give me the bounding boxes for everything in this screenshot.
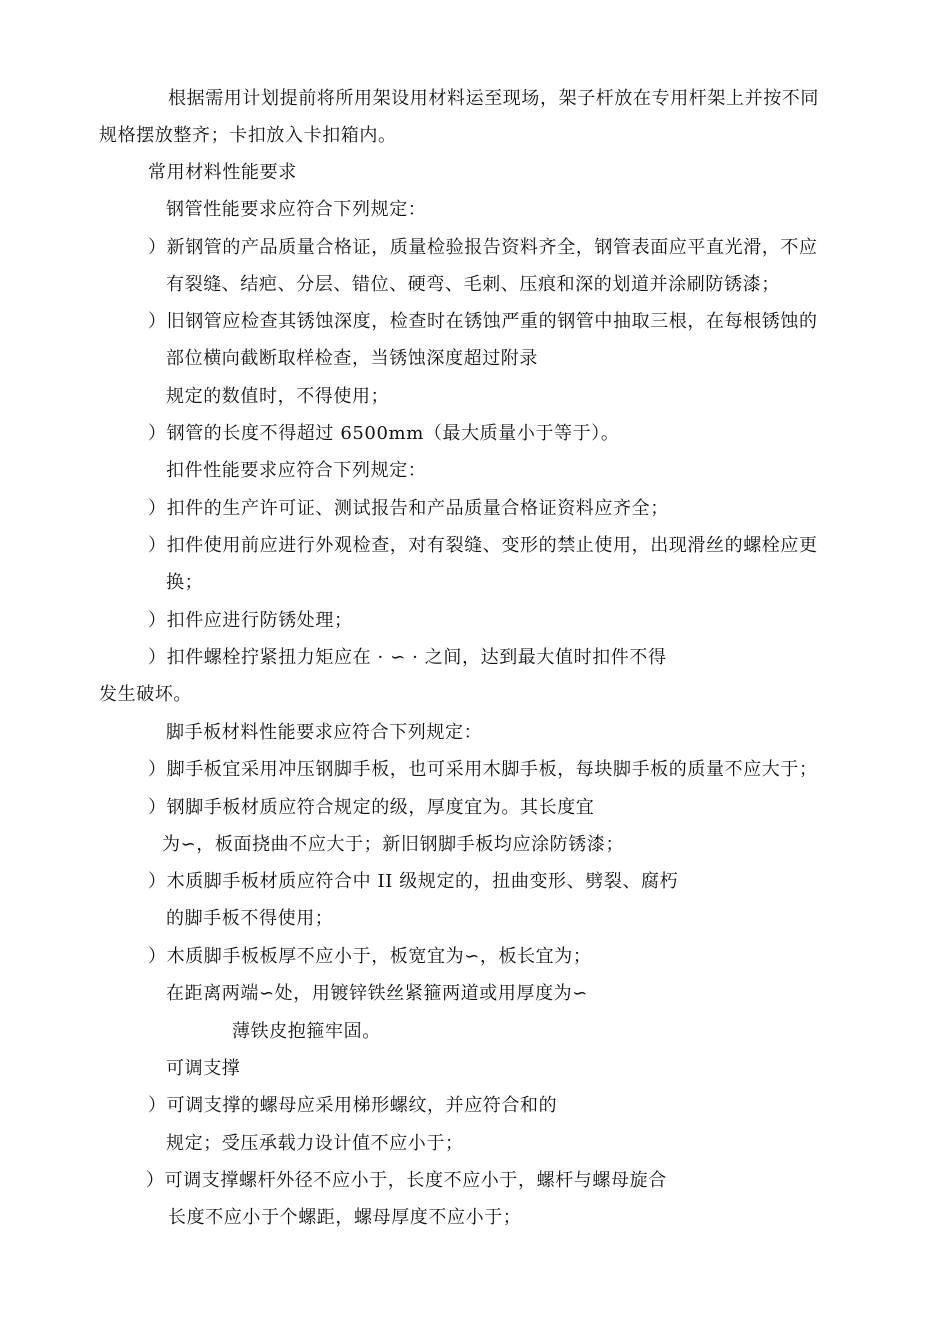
list-item: ）脚手板宜采用冲压钢脚手板，也可采用木脚手板，每块脚手板的质量不应大于； [148, 759, 818, 780]
list-item: ）旧钢管应检查其锈蚀深度，检查时在锈蚀严重的钢管中抽取三根，在每根锈蚀的 [148, 311, 818, 332]
section-heading: 可调支撑 [166, 1058, 241, 1079]
text-line: 发生破坏。 [99, 684, 192, 705]
list-item: ）可调支撑螺杆外径不应小于，长度不应小于，螺杆与螺母旋合 [146, 1170, 667, 1191]
list-item: ）钢管的长度不得超过 6500mm（最大质量小于等于）。 [148, 423, 620, 444]
list-item: ）钢脚手板材质应符合规定的级，厚度宜为。其长度宜 [148, 797, 595, 818]
subsection-heading: 扣件性能要求应符合下列规定： [166, 460, 427, 481]
list-item: ）可调支撑的螺母应采用梯形螺纹，并应符合和的 [148, 1095, 558, 1116]
list-item: ）木质脚手板材质应符合中 II 级规定的，扭曲变形、劈裂、腐朽 [148, 871, 679, 892]
list-item: ）新钢管的产品质量合格证，质量检验报告资料齐全，钢管表面应平直光滑，不应 [148, 237, 818, 258]
list-item: ）扣件使用前应进行外观检查，对有裂缝、变形的禁止使用，出现滑丝的螺栓应更 [148, 535, 818, 556]
text-line: 为∽，板面挠曲不应大于；新旧钢脚手板均应涂防锈漆； [162, 834, 625, 855]
section-heading: 常用材料性能要求 [148, 162, 297, 183]
subsection-heading: 脚手板材料性能要求应符合下列规定： [166, 722, 483, 743]
text-line: 薄铁皮抱箍牢固。 [232, 1021, 381, 1042]
text-line: 长度不应小于个螺距，螺母厚度不应小于； [168, 1207, 522, 1228]
text-line: 规定；受压承载力设计值不应小于； [166, 1133, 464, 1154]
subsection-heading: 钢管性能要求应符合下列规定： [166, 199, 427, 220]
list-item: ）扣件应进行防锈处理； [148, 610, 353, 631]
text-line: 在距离两端∽处，用镀锌铁丝紧箍两道或用厚度为∽ [166, 983, 588, 1004]
text-line: 的脚手板不得使用； [166, 908, 334, 929]
text-line: 有裂缝、结疤、分层、错位、硬弯、毛刺、压痕和深的划道并涂刷防锈漆； [166, 274, 780, 295]
text-line: 规定的数值时，不得使用； [166, 386, 390, 407]
list-item: ）木质脚手板板厚不应小于，板宽宜为∽，板长宜为； [148, 946, 592, 967]
list-item: ）扣件螺栓拧紧扭力矩应在 · ∽ · 之间，达到最大值时扣件不得 [148, 647, 667, 668]
text-line: 换； [166, 572, 204, 593]
text-line: 根据需用计划提前将所用架设用材料运至现场，架子杆放在专用杆架上并按不同 [168, 88, 819, 109]
text-line: 规格摆放整齐；卡扣放入卡扣箱内。 [99, 125, 397, 146]
text-line: 部位横向截断取样检查，当锈蚀深度超过附录 [166, 348, 538, 369]
list-item: ）扣件的生产许可证、测试报告和产品质量合格证资料应齐全； [148, 498, 669, 519]
